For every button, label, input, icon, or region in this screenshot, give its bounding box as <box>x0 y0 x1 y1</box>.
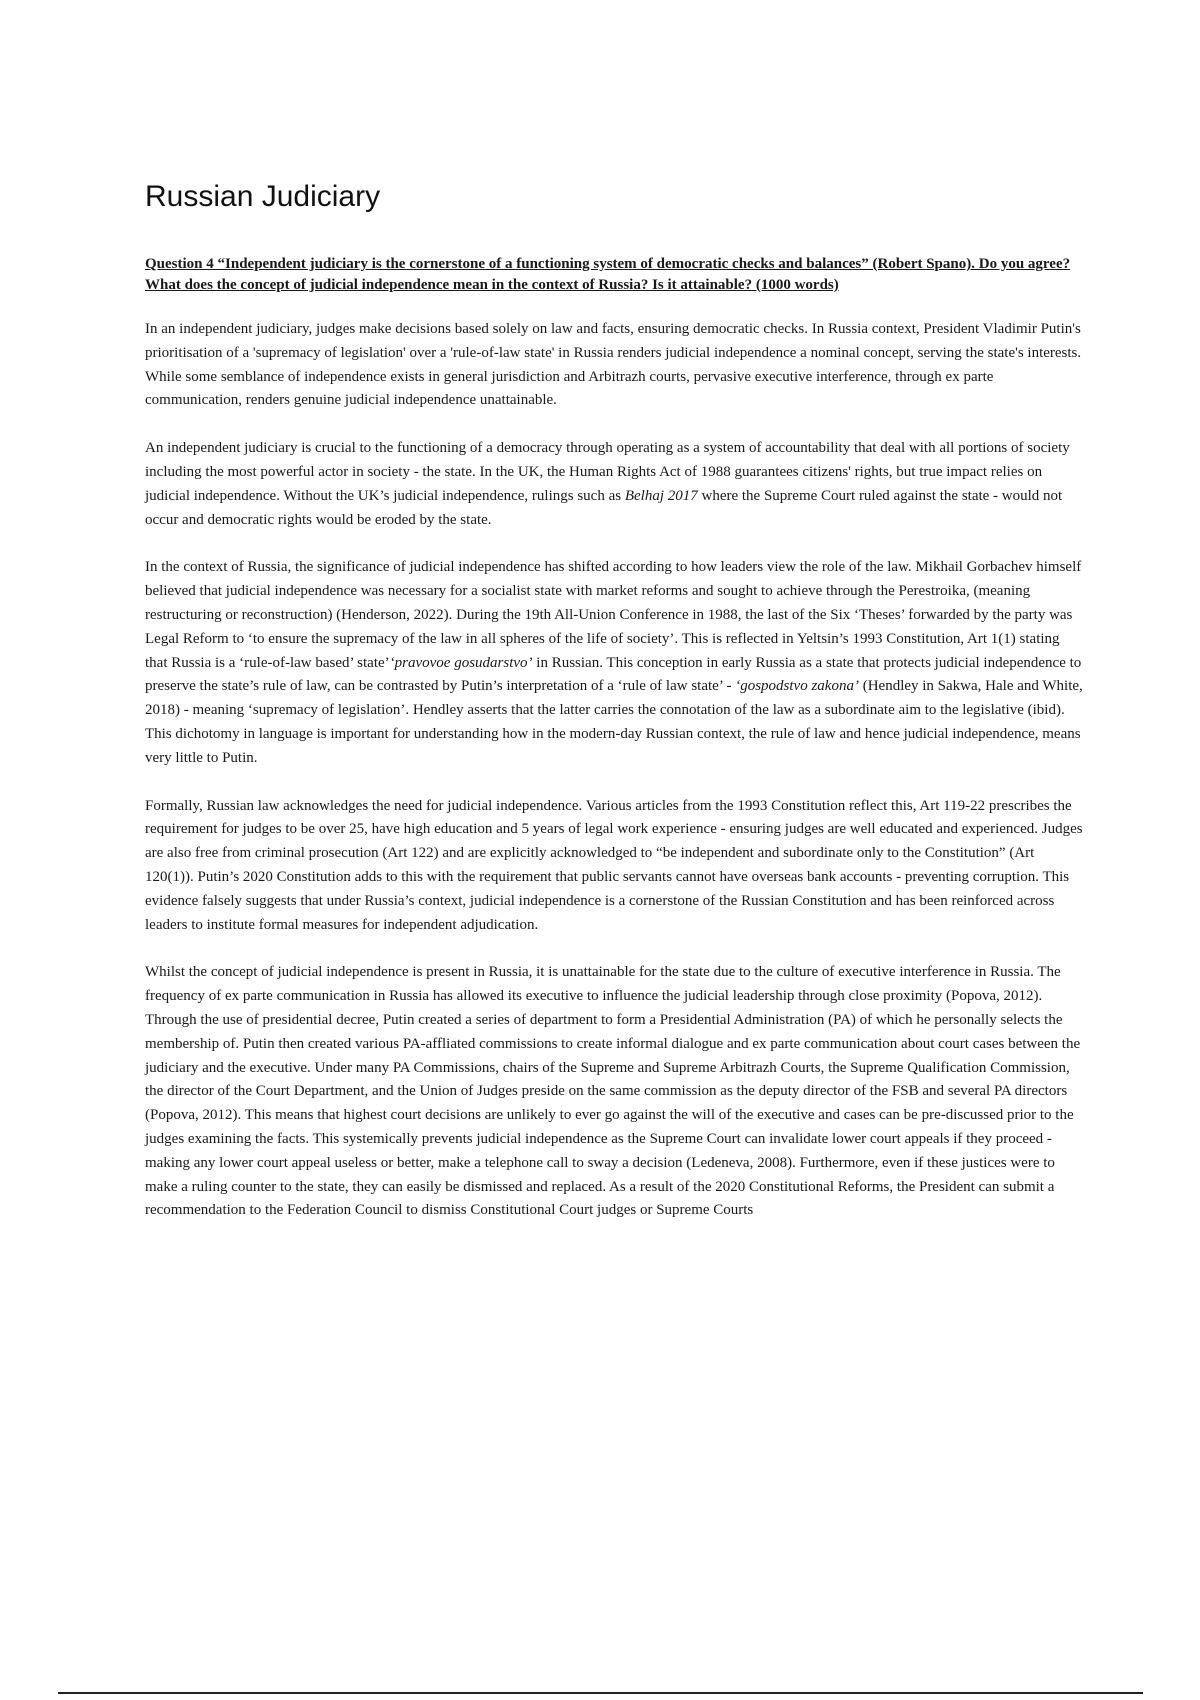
body-paragraph <box>145 437 1085 532</box>
paragraph-text: Formally, Russian law acknowledges the need for judicial independence. Various articles from the 1993 Constitution reflect this, Art 119-22 prescribes the requirement for judges to be over 25, have high education and 5 years of legal work experience - ensuring judges are well educated and experienced. Judges are also free from criminal prosecution (Art 122) and are explicitly acknowledged to “be independent and subordinate only to the Constitution” (Art 120(1)). Putin’s 2020 Constitution adds to this with the requirement that public servants cannot have overseas bank accounts - preventing corruption. This evidence falsely suggests that under Russia’s context, judicial independence is a cornerstone of the Russian Constitution and has been reinforced across leaders to institute formal measures for independent adjudication. <box>145 797 1083 933</box>
italic-text: ‘pravovoe gosudarstvo’ <box>389 654 533 671</box>
body-paragraph <box>145 318 1085 413</box>
document-page <box>145 180 1085 1247</box>
paragraph-text: (Hendley in Sakwa, Hale and White, 2018) - meaning ‘supremacy of legislation’. Hendley asserts that the latter carries the connotation of the law as a subordinate aim to the legislative (ibid). This dichotomy in language is important for understanding how in the modern-day Russian context, the rule of law and hence judicial independence, means very little to Putin. <box>145 678 1083 766</box>
body-paragraph <box>145 556 1085 770</box>
body-paragraph <box>145 795 1085 938</box>
document-title: Russian Judiciary <box>145 180 381 213</box>
paragraph-text: Whilst the concept of judicial independence is present in Russia, it is unattainable for the state due to the culture of executive interference in Russia. The frequency of ex parte communication in Russia has allowed its executive to influence the judicial leadership through close proximity (Popova, 2012). Through the use of presidential decree, Putin created a series of department to form a Presidential Administration (PA) of which he personally selects the membership of. Putin then created various PA-affliated commissions to create informal dialogue and ex parte communication about court cases between the judiciary and the executive. Under many PA Commissions, chairs of the Supreme and Supreme Arbitrazh Courts, the Supreme Qualification Commission, the director of the Court Department, and the Union of Judges preside on the same commission as the deputy director of the FSB and several PA directors (Popova, 2012). This means that highest court decisions are unlikely to ever go against the will of the executive and cases can be pre-discussed prior to the judges examining the facts. This systemically prevents judicial independence as the Supreme Court can invalidate lower court appeals if they proceed - making any lower court appeal useless or better, make a telephone call to sway a decision (Ledeneva, 2008). Furthermore, even if these justices were to make a ruling counter to the state, they can easily be dismissed and replaced. As a result of the 2020 Constitutional Reforms, the President can submit a recommendation to the Federation Council to dismiss Constitutional Court judges or Supreme Courts <box>145 964 1081 1219</box>
document-body <box>145 318 1085 1223</box>
paragraph-text: where the Supreme Court ruled against the state - would not occur and democratic rights would be eroded by the state. <box>145 487 1063 528</box>
paragraph-text: In an independent judiciary, judges make decisions based solely on law and facts, ensuring democratic checks. In Russia context, President Vladimir Putin's prioritisation of a 'supremacy of legislation' over a 'rule-of-law state' in Russia renders judicial independence a nominal concept, serving the state's interests. While some semblance of independence exists in general jurisdiction and Arbitrazh courts, pervasive executive interference, through ex parte communication, renders genuine judicial independence unattainable. <box>145 321 1082 409</box>
paragraph-text: An independent judiciary is crucial to the functioning of a democracy through operating as a system of accountability that deal with all portions of society including the most powerful actor in society - the state. In the UK, the Human Rights Act of 1988 guarantees citizens' rights, but true impact relies on judicial independence. Without the UK’s judicial independence, rulings such as <box>145 440 1070 504</box>
body-paragraph <box>145 961 1085 1223</box>
footer-divider <box>58 1692 1143 1694</box>
paragraph-text: In the context of Russia, the significance of judicial independence has shifted according to how leaders view the role of the law. Mikhail Gorbachev himself believed that judicial independence was necessary for a socialist state with market reforms and sought to achieve through the Perestroika, (meaning restructuring or reconstruction) (Henderson, 2022). During the 19th All-Union Conference in 1988, the last of the Six ‘Theses’ forwarded by the party was Legal Reform to ‘to ensure the supremacy of the law in all spheres of the life of society’. This is reflected in Yeltsin’s 1993 Constitution, Art 1(1) stating that Russia is a ‘rule-of-law based’ state’ <box>145 559 1082 671</box>
essay-question: Question 4 “Independent judiciary is the cornerstone of a functioning system of democratic checks and balances” (Robert Spano). Do you agree? What does the concept of judicial independence mean in the context of Russia? Is it attainable? (1000 words) <box>145 256 1071 293</box>
italic-text: Belhaj 2017 <box>624 487 698 504</box>
paragraph-text: in Russian. This conception in early Russia as a state that protects judicial independence to preserve the state’s rule of law, can be contrasted by Putin’s interpretation of a ‘rule of law state’ - <box>145 654 1082 695</box>
italic-text: ‘gospodstvo zakona’ <box>735 678 859 695</box>
